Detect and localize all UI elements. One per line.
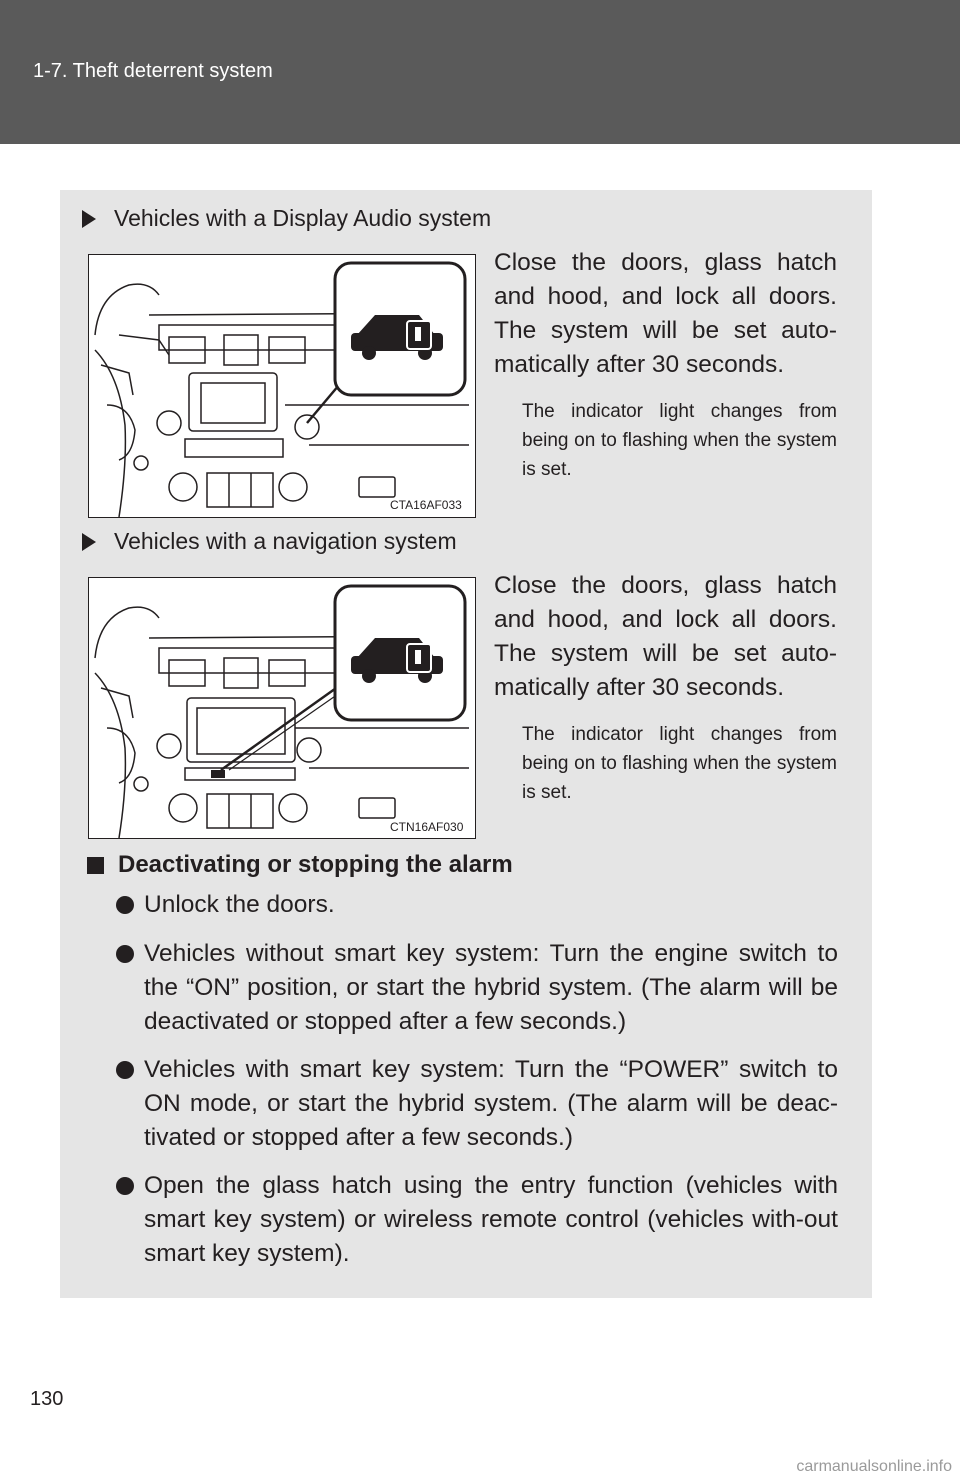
instruction-text: Close the doors, glass hatch and hood, and lock all doors. The system will be set auto-matically after 30 seconds. — [494, 572, 837, 701]
round-bullet-icon — [116, 896, 134, 914]
deactivate-heading — [87, 851, 513, 879]
bullet-item — [116, 1053, 838, 1155]
dashboard-illustration — [89, 578, 475, 838]
section-title: 1-7. Theft deterrent system — [33, 60, 273, 82]
bullet-text: Open the glass hatch using the entry function (vehicles with smart key system) or wireless remote control (vehicles with-out smart key system). — [144, 1172, 838, 1267]
square-bullet-icon — [87, 857, 104, 874]
bullet-text: Unlock the doors. — [144, 891, 335, 918]
bullet-item — [116, 888, 838, 922]
round-bullet-icon — [116, 945, 134, 963]
page-header — [0, 0, 960, 144]
bullet-text: Vehicles with smart key system: Turn the “POWER” switch to ON mode, or start the hybrid system. (The alarm will be deac-tivated or stopped after a few seconds.) — [144, 1056, 838, 1151]
instruction-text: Close the doors, glass hatch and hood, and lock all doors. The system will be set auto-matically after 30 seconds. — [494, 249, 837, 378]
triangle-bullet-icon — [82, 533, 96, 551]
subheading-label: Vehicles with a Display Audio system — [114, 205, 492, 231]
subheading-label: Vehicles with a navigation system — [114, 528, 457, 554]
round-bullet-icon — [116, 1177, 134, 1195]
indicator-note: The indicator light changes from being on to flashing when the system is set. — [522, 724, 837, 803]
figure-code: CTN16AF030 — [390, 820, 464, 834]
bullet-item — [116, 937, 838, 1039]
bullet-text: Vehicles without smart key system: Turn the engine switch to the “ON” position, or start the hybrid system. (The alarm will be deactivated or stopped after a few seconds.) — [144, 940, 838, 1035]
watermark: carmanualsonline.info — [796, 1458, 952, 1475]
bullet-item — [116, 1169, 838, 1271]
dashboard-illustration — [89, 255, 475, 517]
subheading-display-audio — [82, 205, 491, 232]
subheading-navigation — [82, 528, 457, 555]
figure-navigation — [88, 577, 476, 839]
round-bullet-icon — [116, 1061, 134, 1079]
figure-code: CTA16AF033 — [390, 498, 462, 512]
indicator-note: The indicator light changes from being on to flashing when the system is set. — [522, 401, 837, 480]
figure-display-audio — [88, 254, 476, 518]
triangle-bullet-icon — [82, 210, 96, 228]
deactivate-heading-label: Deactivating or stopping the alarm — [118, 851, 513, 878]
page-number: 130 — [30, 1388, 64, 1410]
